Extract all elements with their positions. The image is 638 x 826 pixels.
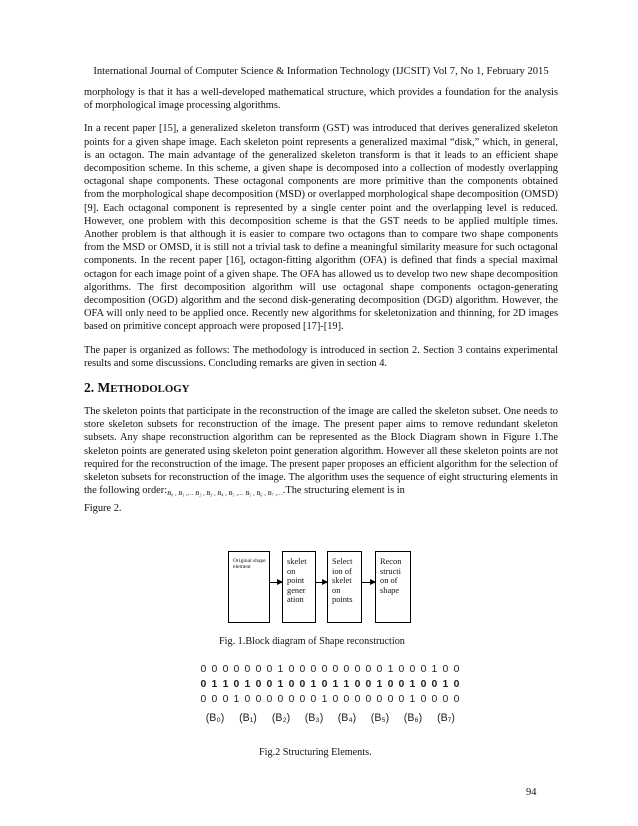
element-row: 0 1 0 <box>299 679 329 690</box>
paragraph: The paper is organized as follows: The methodology is introduced in section 2. Section 3 contains experimental results and some discussions. Concluding remarks are given in section 4. <box>84 344 558 369</box>
block-skeleton-generation: skelet on point gener ation <box>282 551 316 623</box>
element-row: 0 0 0 <box>299 664 329 675</box>
section-heading-number: 2. M <box>84 380 111 396</box>
paragraph-text: The skeleton points that participate in the reconstruction of the image are called the skeleton subset. One needs to store skeleton subsets for reconstruction of the image. The present paper aims to remove redundant skeleton subsets. Any shape reconstruction algorithm can be represented as the Block Diagram shown in Figure 1.The skeleton points are generated using skeleton point generation algorithm. However all these skeleton points are not required for the reconstruction of the image. The present paper proposes an efficient algorithm for the selection of skeleton subsets for reconstruction of the image. The algorithm uses the sequence of eight structuring elements in the following order: <box>84 406 558 497</box>
element-row: 0 1 0 <box>398 679 428 690</box>
block-skeleton-selection: Select ion of skelet on points <box>327 551 362 623</box>
paragraph: morphology is that it has a well-developed mathematical structure, which provides a foundation for the analysis of morphological image processing algorithms. <box>84 87 558 112</box>
element-row: 0 1 0 <box>233 679 263 690</box>
element-row: 0 1 1 <box>200 679 230 690</box>
element-row: 0 0 0 <box>233 664 263 675</box>
element-row: 0 0 0 <box>266 694 296 705</box>
section-heading <box>84 380 558 396</box>
element-row: 0 0 0 <box>365 694 395 705</box>
paragraph-text: .The structuring element is in <box>282 485 405 497</box>
element-row: 0 0 0 <box>431 694 461 705</box>
element-row: 0 0 0 <box>332 694 362 705</box>
element-label: (B₃) <box>304 712 324 724</box>
body-text <box>84 86 558 526</box>
element-row: 0 0 1 <box>299 694 329 705</box>
structuring-element <box>330 662 364 724</box>
element-row: 1 0 0 <box>431 664 461 675</box>
element-row: 0 1 0 <box>266 679 296 690</box>
block-reconstruction: Recon structi on of shape <box>375 551 411 623</box>
structuring-element <box>264 662 298 724</box>
figure-1-caption: Fig. 1.Block diagram of Shape reconstruction <box>219 636 405 647</box>
element-row: 0 0 0 <box>332 664 362 675</box>
structuring-element <box>198 662 232 724</box>
element-row: 0 0 0 <box>200 694 230 705</box>
block-original-shape: Original shape element <box>228 551 270 623</box>
arrow-icon <box>362 582 375 583</box>
running-header: International Journal of Computer Science & Information Technology (IJCSIT) Vol 7, No 1, February 2015 <box>93 66 549 77</box>
arrow-icon <box>316 582 327 583</box>
element-label: (B₇) <box>437 712 455 724</box>
structuring-element <box>297 662 331 724</box>
element-label: (B₄) <box>337 712 357 724</box>
element-label: (B₀) <box>205 712 225 724</box>
element-row: 0 0 1 <box>365 664 395 675</box>
figure-2-caption: Fig.2 Structuring Elements. <box>259 747 372 758</box>
arrow-icon <box>270 582 282 583</box>
element-label: (B₁) <box>239 712 257 724</box>
paragraph: In a recent paper [15], a generalized skeleton transform (GST) was introduced that derives generalized skeleton points for a given shape image. Each skeleton point represents a generalized maximal “disk,” which, in general, is an octagon. The main advantage of the generalized skeleton transform is that it leads to an efficient shape decomposition scheme. In this scheme, a given shape is decomposed into a collection of modestly overlapping octagonal shape components. These octagonal components are more primitive than the components obtained from the morphological shape decomposition (MSD) or overlapped morphological shape decomposition (OMSD) [9]. Each octagonal component is represented by a single center point and the overlapping level is reduced. However, one problem with this decomposition scheme is that the GST needs to be applied multiple times. Another problem is that although it is easier to compare two octagons than to compare two shape components from the MSD or OMSD, it is still not a trivial task to define a meaningful similarity measure for such octagonal components. In the recent paper [16], octagon-fitting algorithm (OFA) is defined that finds a special maximal octagon for each image point of a given shape. The OFA has allowed us to develop two new shape decomposition algorithms. The first decomposition algorithm will use octagonal shape components octagon-generating decomposition (OGD) algorithm and the second disk-generating decomposition (DGD) algorithm. However, the OFA will only need to be applied once. Recently new algorithms for skeletonization and thinning, for 2D images based on primitive concept approach were proposed [17]-[19]. <box>84 123 558 333</box>
element-row: 0 0 0 <box>398 664 428 675</box>
element-row: 0 1 0 <box>266 664 296 675</box>
element-row: 0 1 0 <box>431 679 461 690</box>
element-row: 0 1 0 <box>398 694 428 705</box>
page-number: 94 <box>526 787 537 798</box>
structuring-elements <box>198 662 460 742</box>
structuring-element <box>396 662 430 724</box>
element-label: (B₂) <box>271 712 291 724</box>
element-row: 1 0 0 <box>233 694 263 705</box>
element-row: 0 0 0 <box>200 664 230 675</box>
structuring-element <box>429 662 463 724</box>
structuring-element <box>231 662 265 724</box>
block-diagram <box>228 551 458 625</box>
structuring-element <box>363 662 397 724</box>
element-row: 1 1 0 <box>332 679 362 690</box>
paragraph <box>84 405 558 498</box>
element-label: (B₅) <box>370 712 390 724</box>
element-label: (B₆) <box>403 712 423 724</box>
section-heading-rest: ETHODOLOGY <box>110 383 190 396</box>
structuring-sequence: B₀ , B₁ ,… B₂ , B₃ , B₄ , B₅ ,… B₅ , B₆ , B₇ ,… <box>167 490 283 498</box>
element-row: 0 1 0 <box>365 679 395 690</box>
paragraph: Figure 2. <box>84 503 122 515</box>
